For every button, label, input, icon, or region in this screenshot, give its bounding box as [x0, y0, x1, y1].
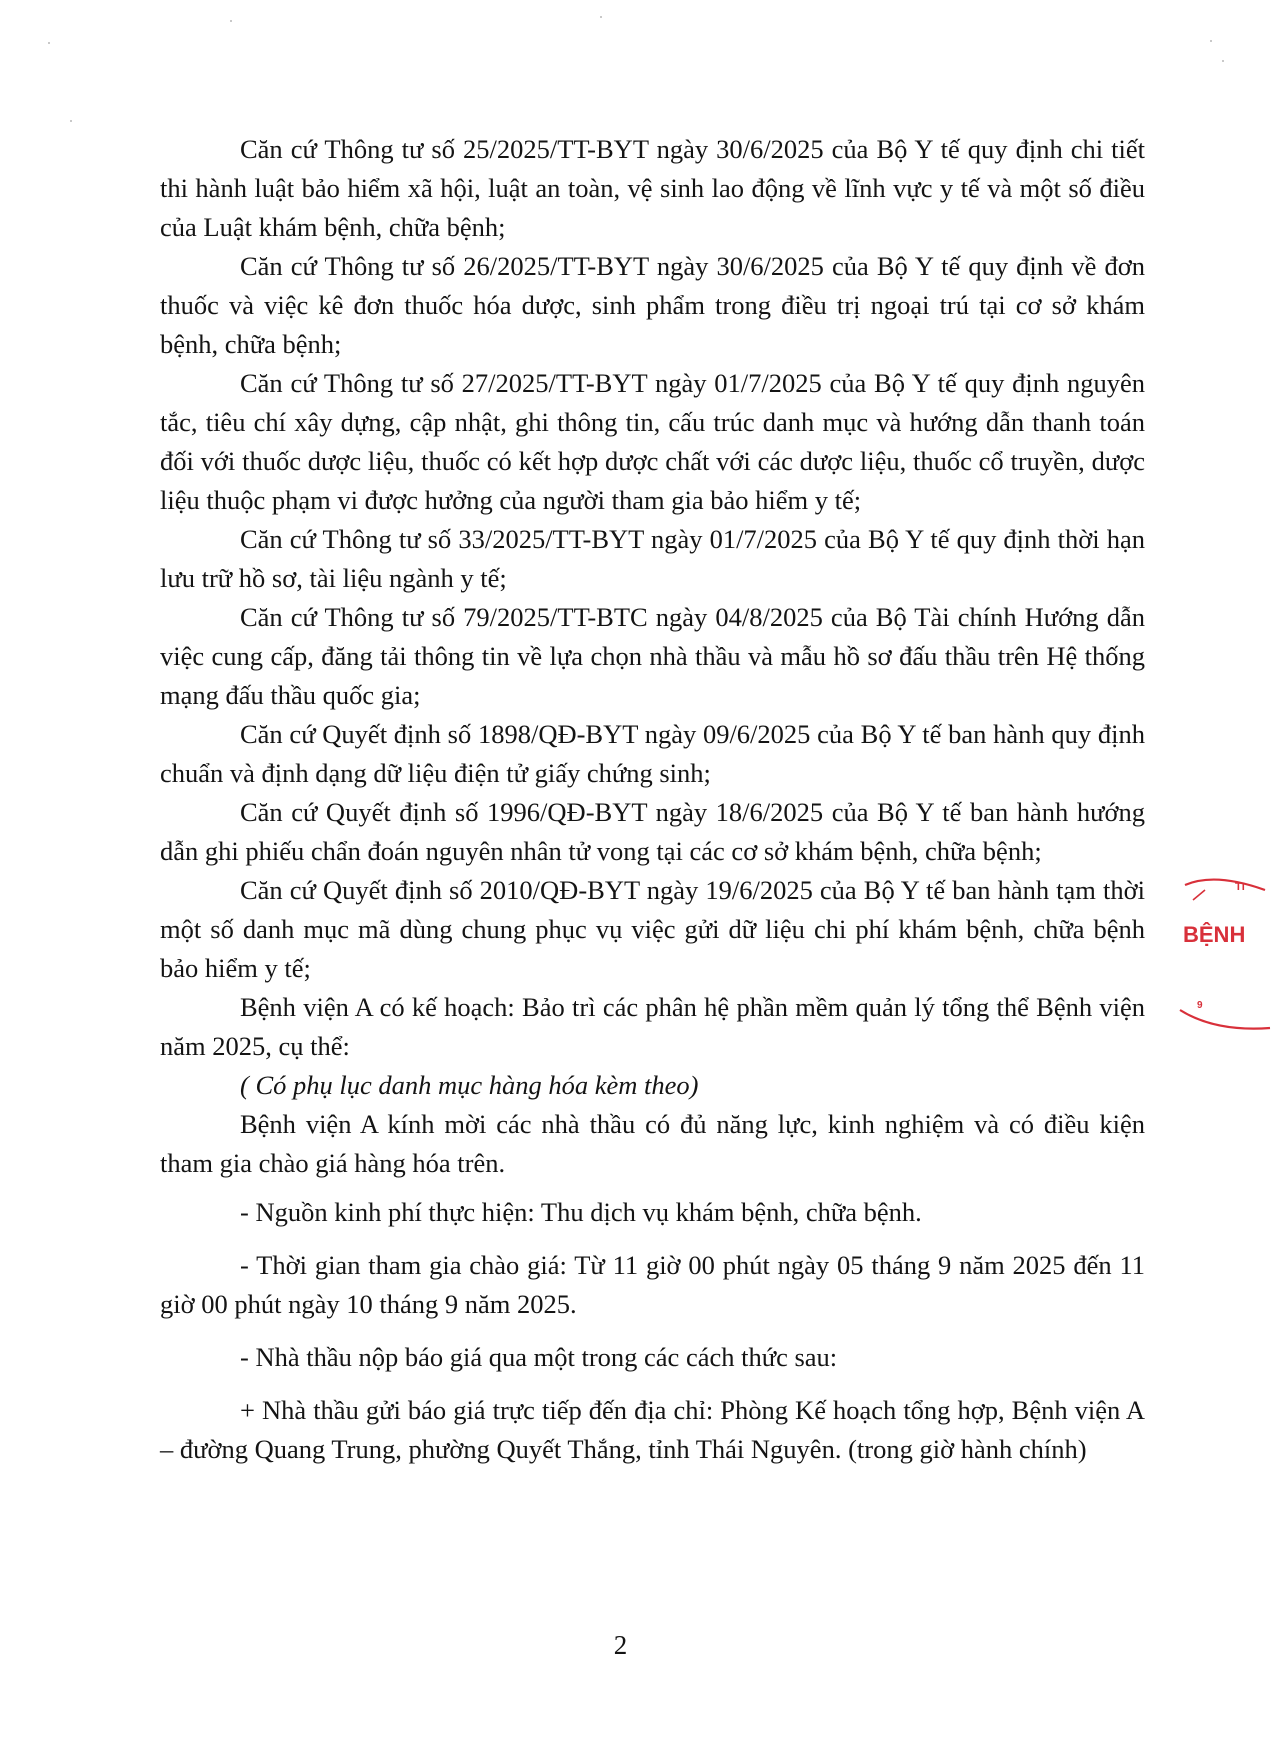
scan-speck	[230, 20, 232, 22]
paragraph-direct-submission: + Nhà thầu gửi báo giá trực tiếp đến địa chỉ: Phòng Kế hoạch tổng hợp, Bệnh viện A – đường Quang Trung, phường Quyết Thắng, tỉnh Thái Nguyên. (trong giờ hành chính)	[160, 1395, 1145, 1464]
paragraph-quotation-period: - Thời gian tham gia chào giá: Từ 11 giờ 00 phút ngày 05 tháng 9 năm 2025 đến 11 giờ 00 phút ngày 10 tháng 9 năm 2025.	[160, 1250, 1145, 1319]
scan-speck	[48, 42, 50, 44]
svg-text:BỆNH: BỆNH	[1183, 922, 1246, 947]
paragraph-submission-methods: - Nhà thầu nộp báo giá qua một trong các cách thức sau:	[240, 1342, 838, 1372]
paragraph-appendix-note: ( Có phụ lục danh mục hàng hóa kèm theo)	[240, 1070, 699, 1100]
paragraph-legal-basis-tt27: Căn cứ Thông tư số 27/2025/TT-BYT ngày 01/7/2025 của Bộ Y tế quy định nguyên tắc, tiêu chí xây dựng, cập nhật, ghi thông tin, cấu trúc danh mục và hướng dẫn thanh toán đối với thuốc dược liệu, thuốc có kết hợp dược chất với các dược liệu, thuốc cổ truyền, dược liệu thuộc phạm vi được hưởng của người tham gia bảo hiểm y tế;	[160, 368, 1145, 515]
paragraph-legal-basis-qd1898: Căn cứ Quyết định số 1898/QĐ-BYT ngày 09/6/2025 của Bộ Y tế ban hành quy định chuẩn và định dạng dữ liệu điện tử giấy chứng sinh;	[160, 719, 1145, 788]
paragraph-legal-basis-qd2010: Căn cứ Quyết định số 2010/QĐ-BYT ngày 19/6/2025 của Bộ Y tế ban hành tạm thời một số danh mục mã dùng chung phục vụ việc gửi dữ liệu chi phí khám bệnh, chữa bệnh bảo hiểm y tế;	[160, 875, 1145, 983]
svg-text:TI: TI	[1235, 881, 1245, 893]
scan-speck	[600, 16, 602, 18]
scan-speck	[1210, 40, 1212, 42]
page-number: 2	[613, 1630, 628, 1660]
paragraph-legal-basis-tt79: Căn cứ Thông tư số 79/2025/TT-BTC ngày 04/8/2025 của Bộ Tài chính Hướng dẫn việc cung cấp, đăng tải thông tin về lựa chọn nhà thầu và mẫu hồ sơ đấu thầu trên Hệ thống mạng đấu thầu quốc gia;	[160, 602, 1145, 710]
scan-speck	[1222, 60, 1224, 62]
paragraph-legal-basis-tt26: Căn cứ Thông tư số 26/2025/TT-BYT ngày 30/6/2025 của Bộ Y tế quy định về đơn thuốc và việc kê đơn thuốc hóa dược, sinh phẩm trong điều trị ngoại trú tại cơ sở khám bệnh, chữa bệnh;	[160, 251, 1145, 359]
paragraph-invitation: Bệnh viện A kính mời các nhà thầu có đủ năng lực, kinh nghiệm và có điều kiện tham gia chào giá hàng hóa trên.	[160, 1109, 1145, 1178]
paragraph-legal-basis-tt33: Căn cứ Thông tư số 33/2025/TT-BYT ngày 01/7/2025 của Bộ Y tế quy định thời hạn lưu trữ hồ sơ, tài liệu ngành y tế;	[160, 524, 1145, 593]
document-body	[160, 130, 1145, 1469]
red-seal-stamp-icon	[1175, 860, 1285, 1040]
paragraph-legal-basis-qd1996: Căn cứ Quyết định số 1996/QĐ-BYT ngày 18/6/2025 của Bộ Y tế ban hành hướng dẫn ghi phiếu chẩn đoán nguyên nhân tử vong tại các cơ sở khám bệnh, chữa bệnh;	[160, 797, 1145, 866]
scan-speck	[70, 120, 72, 122]
paragraph-funding-source: - Nguồn kinh phí thực hiện: Thu dịch vụ khám bệnh, chữa bệnh.	[240, 1197, 922, 1227]
paragraph-plan: Bệnh viện A có kế hoạch: Bảo trì các phân hệ phần mềm quản lý tổng thể Bệnh viện năm 2025, cụ thể:	[160, 992, 1145, 1061]
svg-text:9: 9	[1197, 1000, 1203, 1011]
paragraph-legal-basis-tt25: Căn cứ Thông tư số 25/2025/TT-BYT ngày 30/6/2025 của Bộ Y tế quy định chi tiết thi hành luật bảo hiểm xã hội, luật an toàn, vệ sinh lao động về lĩnh vực y tế và một số điều của Luật khám bệnh, chữa bệnh;	[160, 134, 1145, 242]
